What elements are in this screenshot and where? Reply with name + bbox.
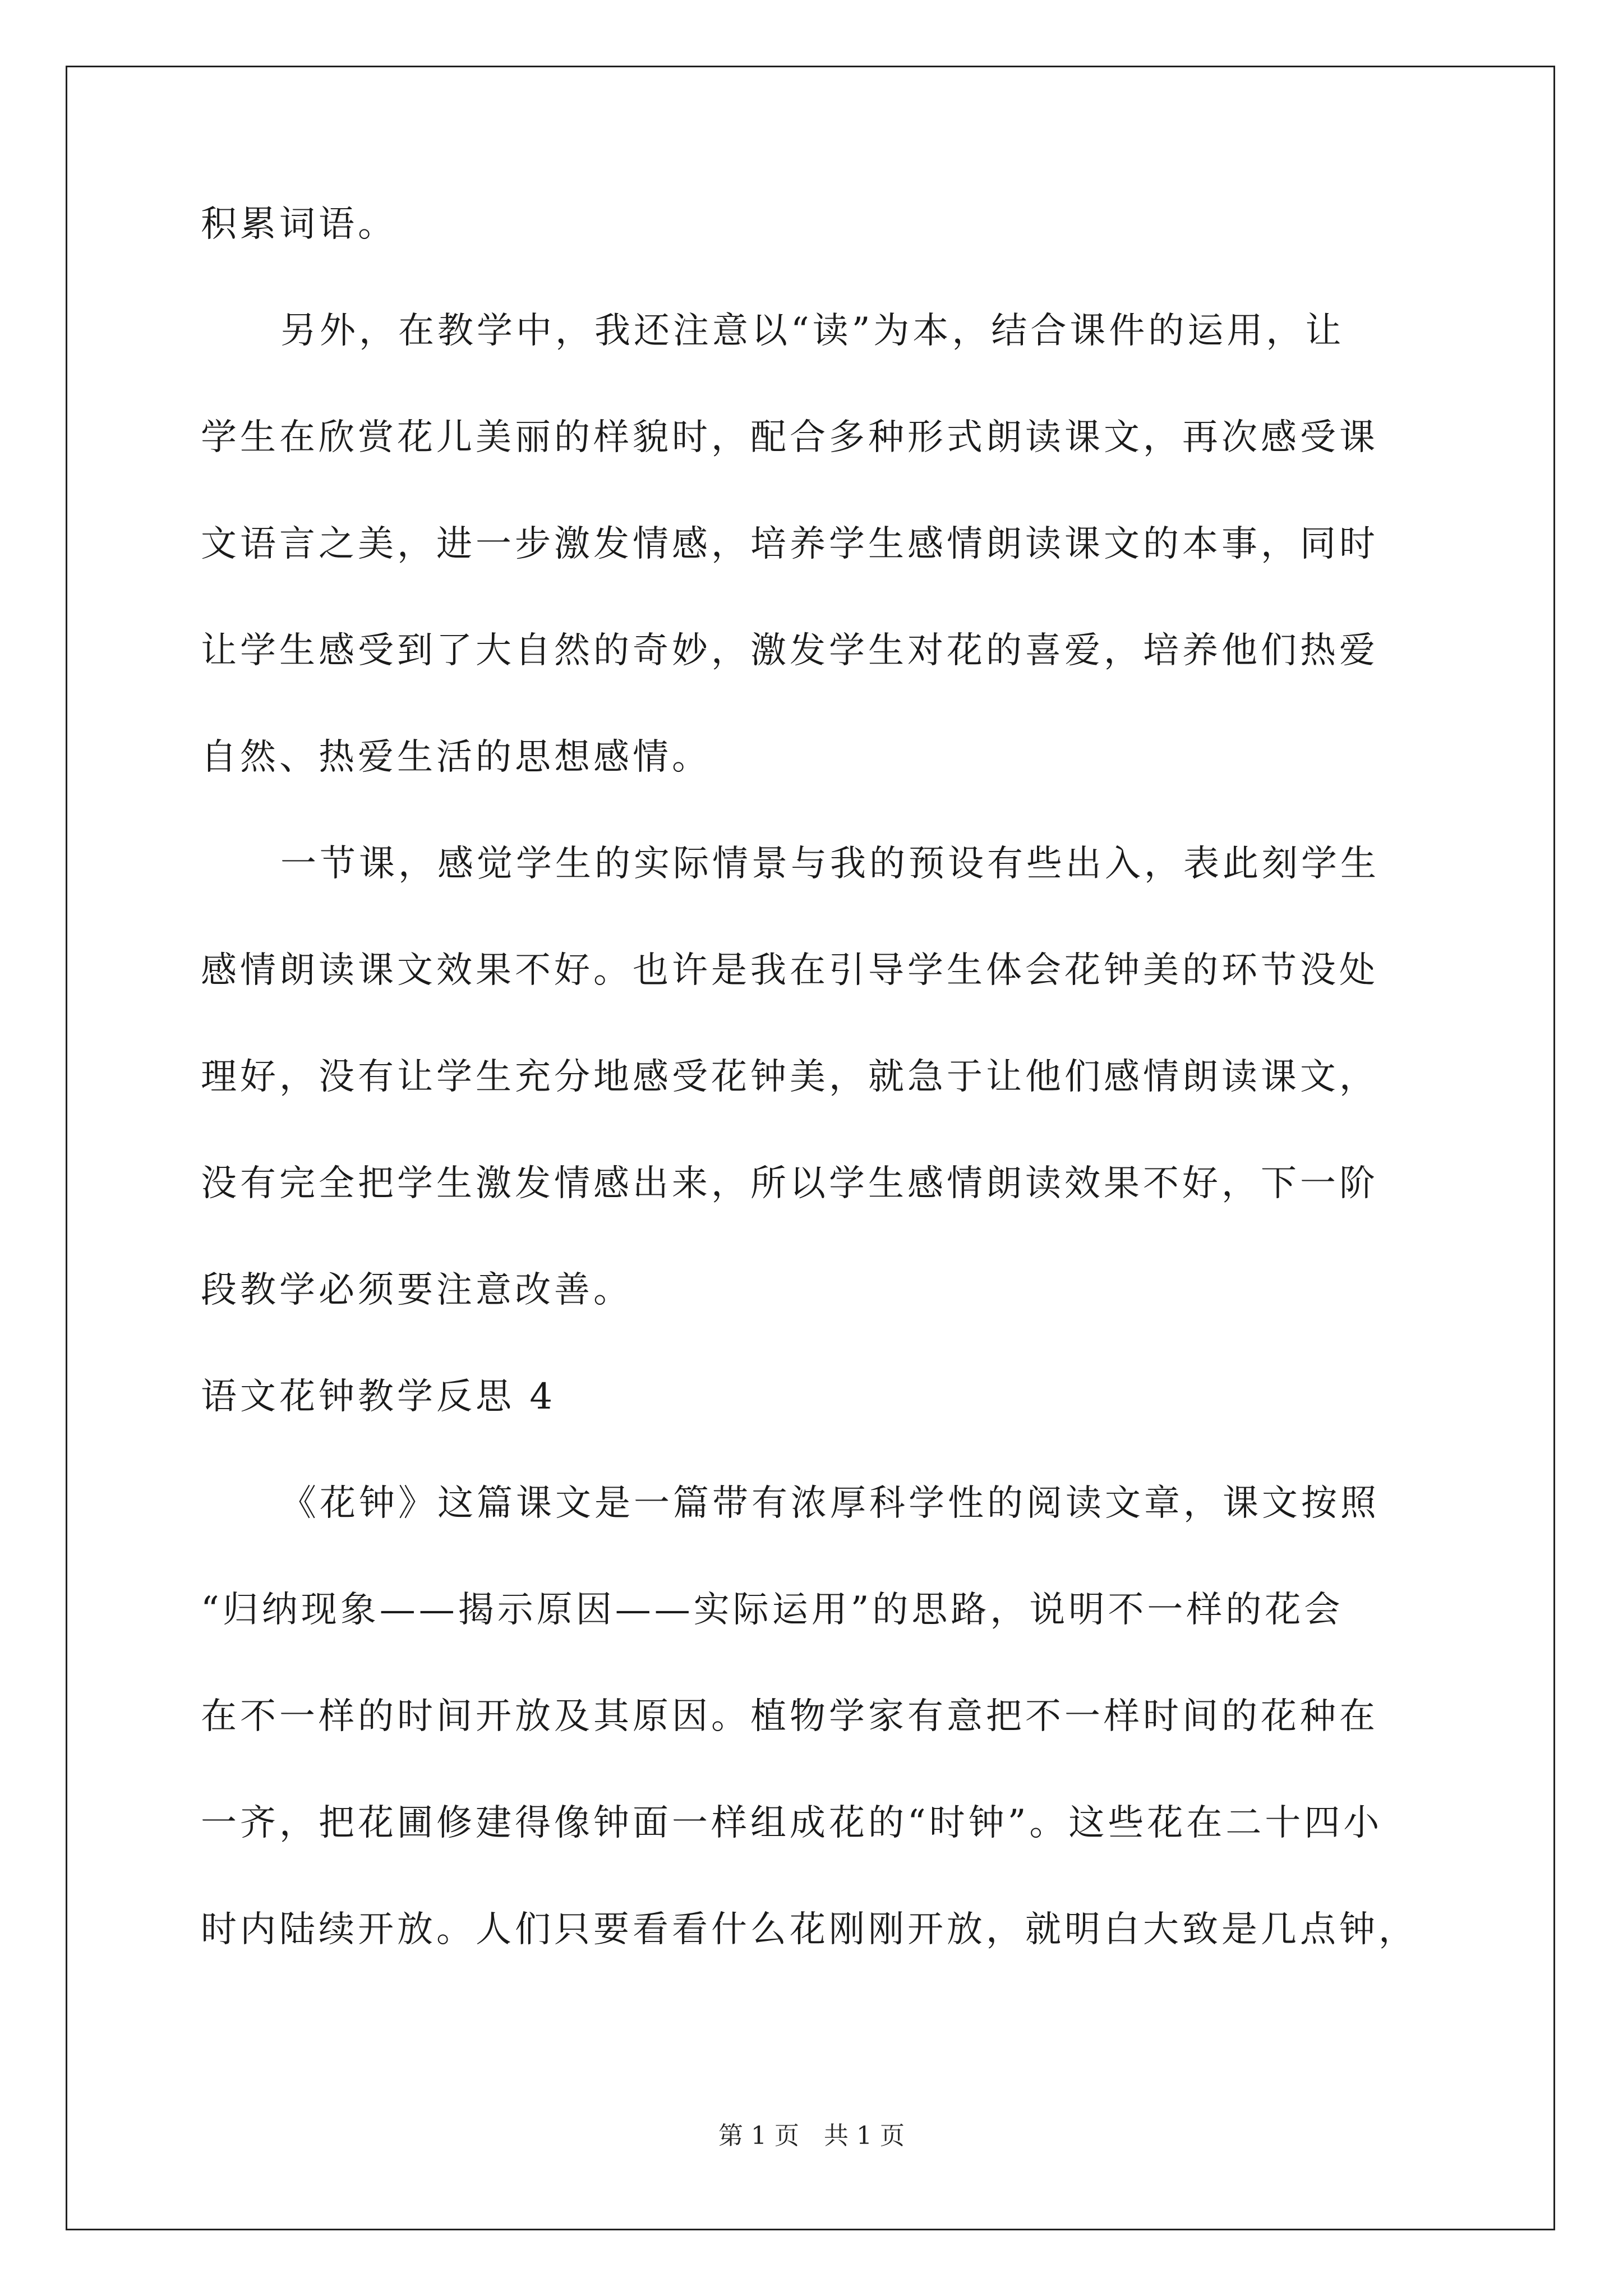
text-line: “归纳现象——揭示原因——实际运用”的思路，说明不一样的花会 (201, 1589, 1344, 1631)
text-line: 没有完全把学生激发情感出来，所以学生感情朗读效果不好，下一阶 (201, 1163, 1378, 1204)
text-line: 感情朗读课文效果不好。也许是我在引导学生体会花钟美的环节没处 (201, 950, 1378, 991)
paragraph-first-line: 一节课，感觉学生的实际情景与我的预设有些出入，表此刻学生 (280, 843, 1380, 885)
section-heading: 语文花钟教学反思 4 (201, 1376, 556, 1418)
text-line: 段教学必须要注意改善。 (201, 1269, 633, 1311)
page-border (66, 66, 1555, 2230)
text-line: 让学生感受到了大自然的奇妙，激发学生对花的喜爱，培养他们热爱 (201, 630, 1378, 671)
text-line: 学生在欣赏花儿美丽的样貌时，配合多种形式朗读课文，再次感受课 (201, 417, 1378, 458)
paragraph-first-line: 另外，在教学中，我还注意以“读”为本，结合课件的运用，让 (280, 310, 1345, 352)
text-line: 在不一样的时间开放及其原因。植物学家有意把不一样时间的花种在 (201, 1696, 1378, 1737)
text-line: 自然、热爱生活的思想感情。 (201, 737, 711, 778)
paragraph-first-line: 《花钟》这篇课文是一篇带有浓厚科学性的阅读文章，课文按照 (280, 1483, 1380, 1524)
page-number-footer: 第 1 页 共 1 页 (718, 2122, 905, 2150)
text-line: 一齐，把花圃修建得像钟面一样组成花的“时钟”。这些花在二十四小 (201, 1802, 1383, 1844)
text-line: 积累词语。 (201, 204, 397, 245)
text-line: 时内陆续开放。人们只要看看什么花刚刚开放，就明白大致是几点钟， (201, 1909, 1418, 1950)
text-line: 理好，没有让学生充分地感受花钟美，就急于让他们感情朗读课文， (201, 1056, 1378, 1098)
text-line: 文语言之美，进一步激发情感，培养学生感情朗读课文的本事，同时 (201, 523, 1378, 565)
